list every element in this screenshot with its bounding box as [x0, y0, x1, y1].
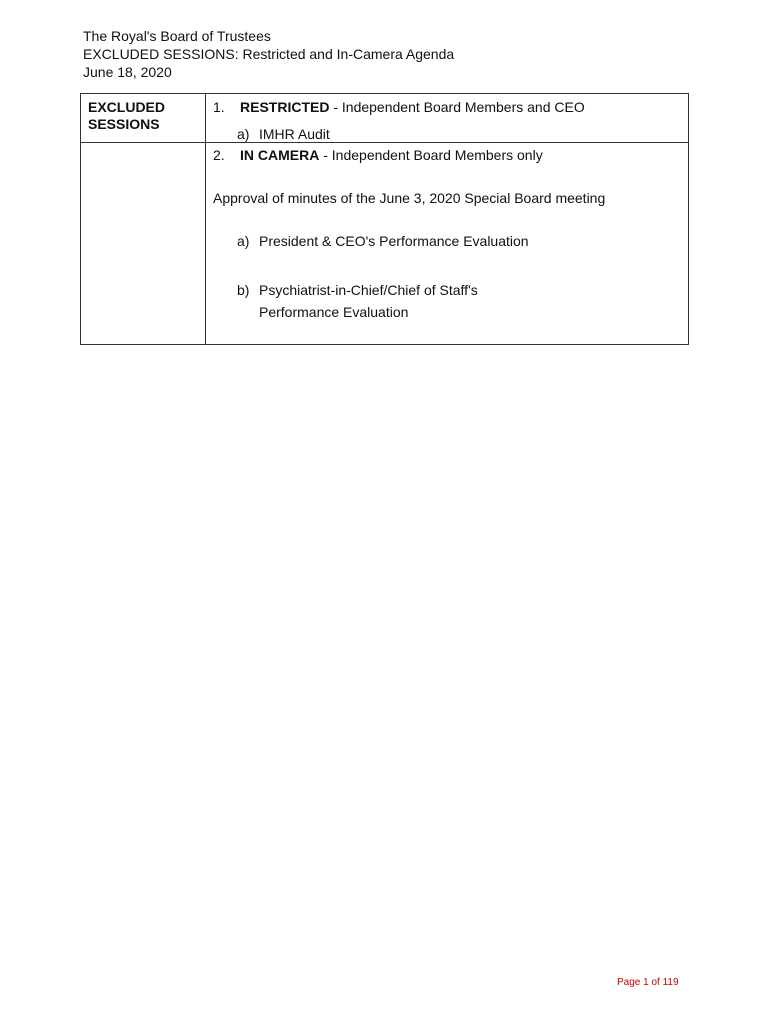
- sub-item-text: IMHR Audit: [259, 126, 330, 142]
- agenda-title: EXCLUDED SESSIONS: Restricted and In-Camera Agenda: [83, 46, 455, 62]
- item-title: IN CAMERA: [240, 147, 320, 163]
- approval-of-minutes: Approval of minutes of the June 3, 2020 Special Board meeting: [213, 190, 606, 206]
- item-description: - Independent Board Members only: [319, 147, 543, 163]
- item-number: 2.: [213, 147, 225, 163]
- sub-item-letter: a): [237, 126, 250, 142]
- sub-item-text: Psychiatrist-in-Chief/Chief of Staff's Performance Evaluation: [259, 282, 478, 320]
- board-title: The Royal's Board of Trustees: [83, 28, 271, 44]
- in-camera-cell: [206, 143, 689, 345]
- item-number: 1.: [213, 99, 225, 115]
- agenda-row-in-camera: [81, 143, 689, 345]
- sub-item-ceo-evaluation: [206, 232, 688, 250]
- page-number: Page 1 of 119: [617, 977, 679, 988]
- session-label: EXCLUDED SESSIONS: [88, 99, 166, 132]
- agenda-item-in-camera: [206, 146, 688, 164]
- sub-item-psychiatrist-evaluation: [206, 279, 559, 323]
- agenda-row-restricted: [81, 94, 689, 143]
- item-title: RESTRICTED: [240, 99, 330, 115]
- restricted-cell: [206, 94, 689, 143]
- sub-item-letter: a): [237, 233, 250, 249]
- empty-label-cell: [81, 143, 206, 345]
- sub-item-text: President & CEO's Performance Evaluation: [259, 233, 529, 249]
- item-description: - Independent Board Members and CEO: [329, 99, 585, 115]
- sub-item-imhr-audit: [206, 125, 688, 143]
- document-header: [83, 27, 454, 81]
- sub-item-letter: b): [237, 282, 250, 298]
- meeting-date: June 18, 2020: [83, 64, 172, 80]
- agenda-table: [80, 93, 689, 345]
- session-label-cell: [81, 94, 206, 143]
- agenda-item-restricted: [206, 98, 688, 116]
